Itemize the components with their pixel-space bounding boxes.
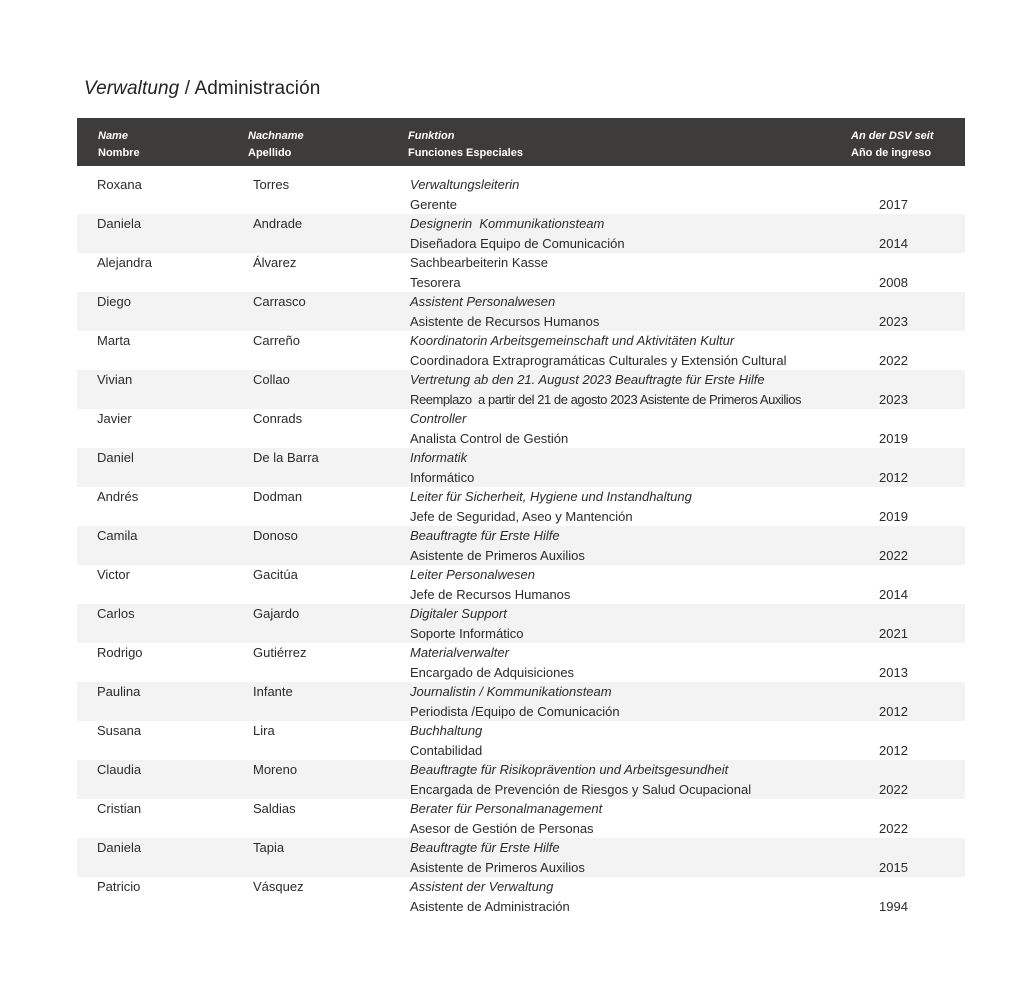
cell-name: Susana (97, 723, 142, 738)
table-row (77, 721, 965, 760)
cell-function-de: Informatik (410, 450, 468, 465)
cell-year: 2019 (879, 430, 908, 446)
header-since (851, 128, 934, 162)
table-row (77, 877, 965, 916)
cell-surname: De la Barra (253, 450, 319, 465)
table-row (77, 604, 965, 643)
cell-year: 2012 (879, 742, 908, 758)
cell-surname: Moreno (253, 762, 298, 777)
table-row (77, 448, 965, 487)
cell-function-de: Controller (410, 411, 467, 426)
cell-function-es: Asistente de Recursos Humanos (410, 313, 600, 329)
cell-year: 2017 (879, 196, 908, 212)
cell-function-de: Berater für Personalmanagement (410, 801, 603, 816)
cell-surname: Donoso (253, 528, 298, 543)
title-german: Verwaltung (84, 78, 180, 99)
cell-function-de: Digitaler Support (410, 606, 507, 621)
cell-surname: Gutiérrez (253, 645, 307, 660)
table-body (77, 166, 965, 916)
cell-function-es: Periodista /Equipo de Comunicación (410, 703, 620, 719)
cell-function-de: Materialverwalter (410, 645, 509, 660)
table-row (77, 253, 965, 292)
cell-year: 2023 (879, 313, 908, 329)
table-row (77, 760, 965, 799)
cell-function-es: Encargado de Adquisiciones (410, 664, 575, 680)
cell-year: 2013 (879, 664, 908, 680)
cell-name: Andrés (97, 489, 139, 504)
table-row (77, 409, 965, 448)
page-title (84, 78, 320, 100)
cell-function-de: Vertretung ab den 21. August 2023 Beauftragte für Erste Hilfe (410, 372, 765, 387)
cell-function-es: Jefe de Seguridad, Aseo y Mantención (410, 508, 633, 524)
cell-name: Victor (97, 567, 130, 582)
table-row (77, 292, 965, 331)
header-since-es: Año de ingreso (851, 147, 932, 159)
cell-year: 2023 (879, 391, 908, 407)
cell-name: Roxana (97, 177, 142, 192)
header-function (408, 128, 523, 162)
cell-function-de: Beauftragte für Erste Hilfe (410, 840, 560, 855)
cell-name: Daniel (97, 450, 134, 465)
cell-function-es: Asistente de Primeros Auxilios (410, 547, 585, 563)
cell-surname: Gacitúa (253, 567, 298, 582)
cell-function-de: Designerin Kommunikationsteam (410, 216, 605, 231)
table-row (77, 331, 965, 370)
cell-surname: Carreño (253, 333, 300, 348)
cell-name: Rodrigo (97, 645, 143, 660)
cell-name: Daniela (97, 840, 142, 855)
header-surname-es: Apellido (248, 147, 292, 159)
cell-surname: Dodman (253, 489, 303, 504)
cell-year: 2022 (879, 547, 908, 563)
table-row (77, 799, 965, 838)
staff-table (77, 118, 965, 916)
cell-function-es: Diseñadora Equipo de Comunicación (410, 235, 625, 251)
cell-year: 2014 (879, 235, 908, 251)
header-function-es: Funciones Especiales (408, 147, 523, 159)
cell-function-es: Asistente de Administración (410, 898, 570, 914)
cell-function-de: Beauftragte für Risikoprävention und Arbeitsgesundheit (410, 762, 729, 777)
cell-function-es: Encargada de Prevención de Riesgos y Salud Ocupacional (410, 781, 752, 797)
cell-name: Diego (97, 294, 131, 309)
cell-function-es: Asistente de Primeros Auxilios (410, 859, 585, 875)
cell-function-de: Sachbearbeiterin Kasse (410, 255, 549, 270)
cell-function-es: Jefe de Recursos Humanos (410, 586, 571, 602)
cell-surname: Conrads (253, 411, 303, 426)
cell-surname: Saldias (253, 801, 296, 816)
cell-surname: Infante (253, 684, 293, 699)
title-separator: / (179, 78, 195, 99)
cell-year: 2022 (879, 820, 908, 836)
cell-name: Patricio (97, 879, 141, 894)
table-row (77, 643, 965, 682)
cell-name: Alejandra (97, 255, 152, 270)
cell-year: 2014 (879, 586, 908, 602)
title-spanish: Administración (194, 78, 321, 99)
cell-function-es: Contabilidad (410, 742, 483, 758)
cell-function-de: Assistent Personalwesen (410, 294, 556, 309)
header-since-de: An der DSV seit (851, 130, 934, 142)
cell-surname: Vásquez (253, 879, 304, 894)
cell-function-de: Buchhaltung (410, 723, 483, 738)
table-row (77, 682, 965, 721)
cell-function-es: Informático (410, 469, 475, 485)
header-name-es: Nombre (98, 147, 140, 159)
table-row (77, 214, 965, 253)
cell-function-es: Gerente (410, 196, 457, 212)
cell-year: 2022 (879, 781, 908, 797)
cell-name: Claudia (97, 762, 142, 777)
cell-surname: Andrade (253, 216, 303, 231)
header-name (98, 128, 140, 162)
cell-surname: Lira (253, 723, 275, 738)
cell-surname: Álvarez (253, 255, 297, 270)
cell-function-de: Assistent der Verwaltung (410, 879, 554, 894)
cell-function-de: Koordinatorin Arbeitsgemeinschaft und Aktivitäten Kultur (410, 333, 735, 348)
table-row (77, 175, 965, 214)
cell-surname: Carrasco (253, 294, 306, 309)
header-name-de: Name (98, 130, 128, 142)
cell-name: Cristian (97, 801, 142, 816)
cell-surname: Tapia (253, 840, 285, 855)
table-row (77, 487, 965, 526)
cell-function-es: Analista Control de Gestión (410, 430, 569, 446)
cell-year: 2019 (879, 508, 908, 524)
cell-function-de: Leiter Personalwesen (410, 567, 536, 582)
cell-year: 2022 (879, 352, 908, 368)
cell-year: 1994 (879, 898, 908, 914)
cell-function-es: Asesor de Gestión de Personas (410, 820, 594, 836)
cell-function-es: Tesorera (410, 274, 461, 290)
table-row (77, 838, 965, 877)
cell-function-de: Beauftragte für Erste Hilfe (410, 528, 560, 543)
cell-year: 2008 (879, 274, 908, 290)
table-header (77, 118, 965, 166)
cell-function-de: Verwaltungsleiterin (410, 177, 520, 192)
cell-name: Javier (97, 411, 132, 426)
table-row (77, 526, 965, 565)
cell-name: Vivian (97, 372, 133, 387)
cell-name: Daniela (97, 216, 142, 231)
cell-year: 2012 (879, 703, 908, 719)
cell-year: 2012 (879, 469, 908, 485)
cell-function-es: Soporte Informático (410, 625, 524, 641)
cell-function-es: Reemplazo a partir del 21 de agosto 2023 Asistente de Primeros Auxilios (410, 391, 802, 407)
header-surname (248, 128, 304, 162)
cell-function-de: Leiter für Sicherheit, Hygiene und Instandhaltung (410, 489, 692, 504)
cell-name: Camila (97, 528, 138, 543)
cell-year: 2021 (879, 625, 908, 641)
cell-name: Paulina (97, 684, 141, 699)
cell-function-es: Coordinadora Extraprogramáticas Culturales y Extensión Cultural (410, 352, 787, 368)
cell-surname: Torres (253, 177, 290, 192)
cell-year: 2015 (879, 859, 908, 875)
cell-function-de: Journalistin / Kommunikationsteam (410, 684, 612, 699)
table-row (77, 370, 965, 409)
table-row (77, 565, 965, 604)
cell-surname: Collao (253, 372, 290, 387)
cell-surname: Gajardo (253, 606, 300, 621)
cell-name: Carlos (97, 606, 135, 621)
header-function-de: Funktion (408, 130, 455, 142)
cell-name: Marta (97, 333, 131, 348)
header-surname-de: Nachname (248, 130, 304, 142)
